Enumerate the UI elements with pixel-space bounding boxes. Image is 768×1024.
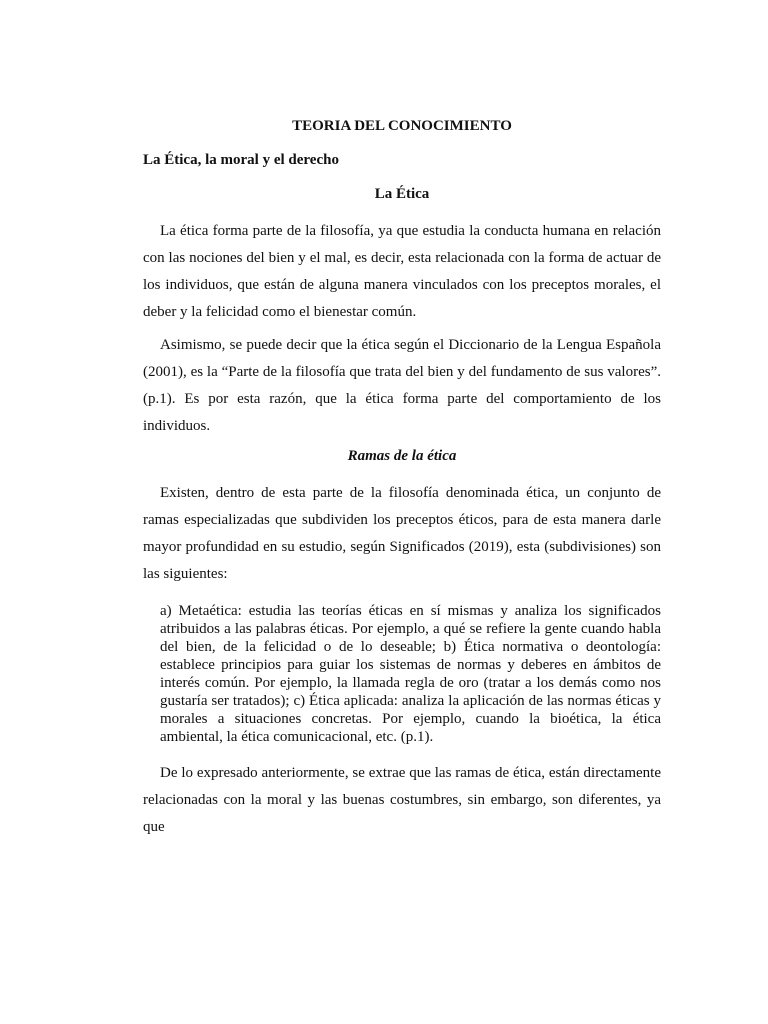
subsection-title-etica: La Ética [374, 186, 430, 202]
paragraph-1: La ética forma parte de la filosofía, ya que estudia la conducta humana en relación con las nociones del bien y el mal, es decir, esta relacionada con la forma de actuar de los individuos, que están de alguna manera vinculados con los preceptos morales, el deber y la felicidad como el bienestar común. [143, 223, 661, 320]
section-heading: La Ética, la moral y el derecho [143, 152, 339, 168]
paragraph-3: Existen, dentro de esta parte de la filosofía denominada ética, un conjunto de ramas especializadas que subdividen los preceptos éticos, para de esta manera darle mayor profundidad en su estudio, según Significados (2019), esta (subdivisiones) son las siguientes: [143, 485, 661, 582]
paragraph-2: Asimismo, se puede decir que la ética según el Diccionario de la Lengua Española (2001), es la “Parte de la filosofía que trata del bien y del fundamento de sus valores”. (p.1). Es por esta razón, que la ética forma parte del comportamiento de los individuos. [143, 337, 661, 434]
document-title: TEORIA DEL CONOCIMIENTO [292, 118, 512, 134]
block-quote: a) Metaética: estudia las teorías éticas en sí mismas y analiza los significados atribuidos a las palabras éticas. Por ejemplo, a qué se refiere la gente cuando habla del bien, de la felicidad o de lo deseable; b) Ética normativa o deontología: establece principios para guiar los sistemas de normas y deberes en ámbitos de interés común. Por ejemplo, la llamada regla de oro (tratar a los demás como nos gustaría ser tratados); c) Ética aplicada: analiza la aplicación de las normas éticas y morales a situaciones concretas. Por ejemplo, cuando la bioética, la ética ambiental, la ética comunicacional, etc. (p.1). [160, 603, 661, 745]
paragraph-4: De lo expresado anteriormente, se extrae que las ramas de ética, están directamente relacionadas con la moral y las buenas costumbres, sin embargo, son diferentes, ya que [143, 765, 661, 835]
subsection-title-ramas: Ramas de la ética [347, 448, 457, 464]
